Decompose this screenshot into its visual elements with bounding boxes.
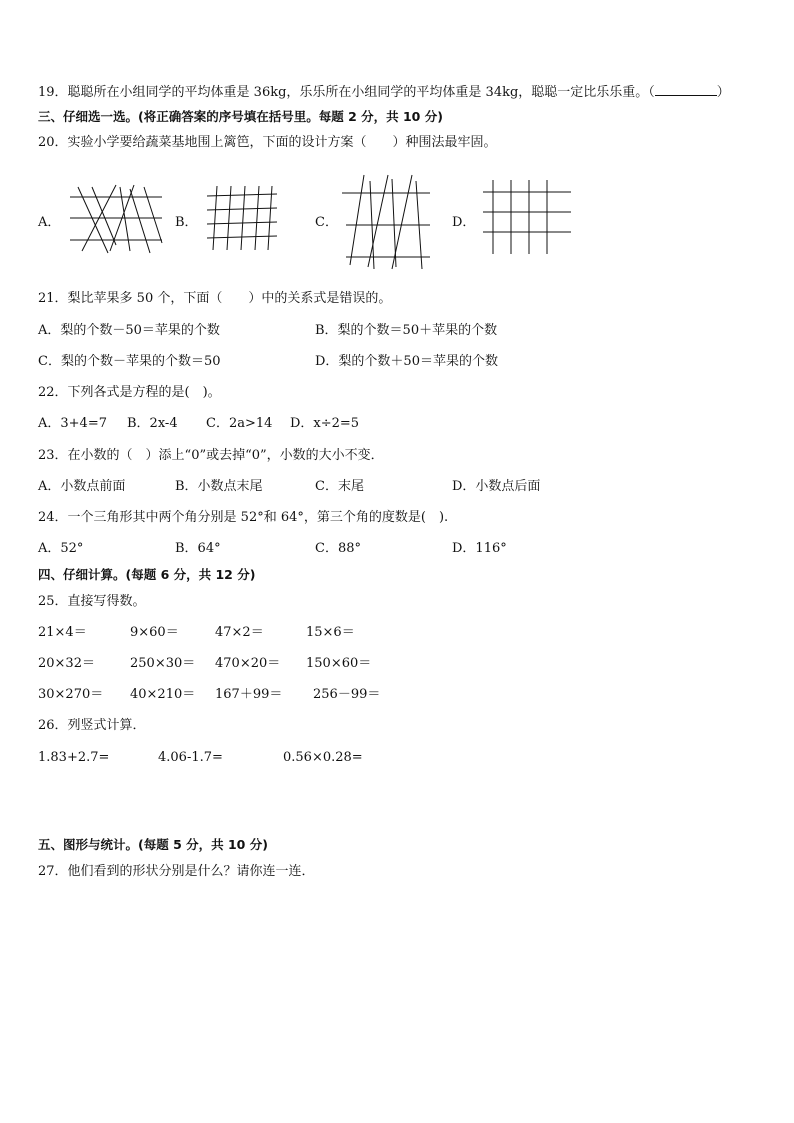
section-4-title: 四、仔细计算。(每题 6 分，共 12 分) bbox=[38, 567, 256, 582]
option-a[interactable]: A．小数点前面 bbox=[38, 479, 126, 494]
option-c-label[interactable]: C． bbox=[315, 215, 338, 230]
option-d-label[interactable]: D． bbox=[452, 215, 476, 230]
option-b-label[interactable]: B． bbox=[175, 215, 198, 230]
question-21: 21．梨比苹果多 50 个，下面（ ）中的关系式是错误的。 bbox=[38, 291, 392, 306]
question-19 bbox=[38, 83, 730, 102]
calc-item: 150×60＝ bbox=[306, 656, 372, 671]
option-c[interactable]: C．末尾 bbox=[315, 479, 364, 494]
question-19-text: 19．聪聪所在小组同学的平均体重是 36kg，乐乐所在小组同学的平均体重是 34kg，聪聪一定比乐乐重。（ bbox=[38, 85, 655, 100]
calc-item: 40×210＝ bbox=[130, 687, 196, 702]
option-d[interactable]: D．梨的个数＋50＝苹果的个数 bbox=[315, 354, 498, 369]
answer-blank[interactable] bbox=[655, 83, 717, 96]
option-c[interactable]: C．2a>14 bbox=[206, 416, 273, 431]
question-20: 20．实验小学要给蔬菜基地围上篱笆，下面的设计方案（ ）种围法最牢固。 bbox=[38, 135, 497, 150]
option-b[interactable]: B．梨的个数＝50＋苹果的个数 bbox=[315, 323, 498, 338]
question-26: 26．列竖式计算． bbox=[38, 718, 146, 733]
calc-item: 167＋99＝ bbox=[215, 687, 283, 702]
fence-figure-d bbox=[483, 180, 573, 256]
question-25: 25．直接写得数。 bbox=[38, 594, 146, 609]
option-c[interactable]: C．88° bbox=[315, 541, 361, 556]
fence-figure-a bbox=[70, 185, 170, 255]
calc-item: 21×4＝ bbox=[38, 625, 87, 640]
vertical-calc-item: 0.56×0.28= bbox=[283, 750, 363, 765]
option-a-label[interactable]: A． bbox=[38, 215, 61, 230]
calc-item: 9×60＝ bbox=[130, 625, 179, 640]
calc-item: 256－99＝ bbox=[313, 687, 381, 702]
option-d[interactable]: D．小数点后面 bbox=[452, 479, 541, 494]
question-24: 24．一个三角形其中两个角分别是 52°和 64°，第三个角的度数是( ). bbox=[38, 510, 449, 525]
option-a[interactable]: A．梨的个数－50＝苹果的个数 bbox=[38, 323, 220, 338]
vertical-calc-item: 1.83+2.7= bbox=[38, 750, 110, 765]
option-a[interactable]: A．52° bbox=[38, 541, 84, 556]
calc-item: 47×2＝ bbox=[215, 625, 264, 640]
calc-item: 470×20＝ bbox=[215, 656, 281, 671]
calc-item: 30×270＝ bbox=[38, 687, 104, 702]
option-d[interactable]: D．116° bbox=[452, 541, 507, 556]
fence-figure-c bbox=[342, 173, 432, 271]
question-22: 22．下列各式是方程的是( )。 bbox=[38, 385, 221, 400]
option-b[interactable]: B．64° bbox=[175, 541, 221, 556]
question-23: 23．在小数的（ ）添上“0”或去掉“0”，小数的大小不变． bbox=[38, 448, 384, 463]
section-5-title: 五、图形与统计。(每题 5 分，共 10 分) bbox=[38, 837, 268, 852]
option-c[interactable]: C．梨的个数－苹果的个数＝50 bbox=[38, 354, 221, 369]
option-b[interactable]: B．小数点末尾 bbox=[175, 479, 263, 494]
option-b[interactable]: B．2x-4 bbox=[127, 416, 178, 431]
vertical-calc-item: 4.06-1.7= bbox=[158, 750, 223, 765]
calc-item: 250×30＝ bbox=[130, 656, 196, 671]
fence-figure-b bbox=[205, 186, 280, 252]
section-3-title: 三、仔细选一选。(将正确答案的序号填在括号里。每题 2 分，共 10 分) bbox=[38, 109, 443, 124]
question-19-close: ） bbox=[716, 85, 730, 100]
calc-item: 15×6＝ bbox=[306, 625, 355, 640]
option-d[interactable]: D．x÷2=5 bbox=[290, 416, 360, 431]
option-a[interactable]: A．3+4=7 bbox=[38, 416, 107, 431]
calc-item: 20×32＝ bbox=[38, 656, 95, 671]
question-27: 27．他们看到的形状分别是什么？请你连一连． bbox=[38, 864, 315, 879]
